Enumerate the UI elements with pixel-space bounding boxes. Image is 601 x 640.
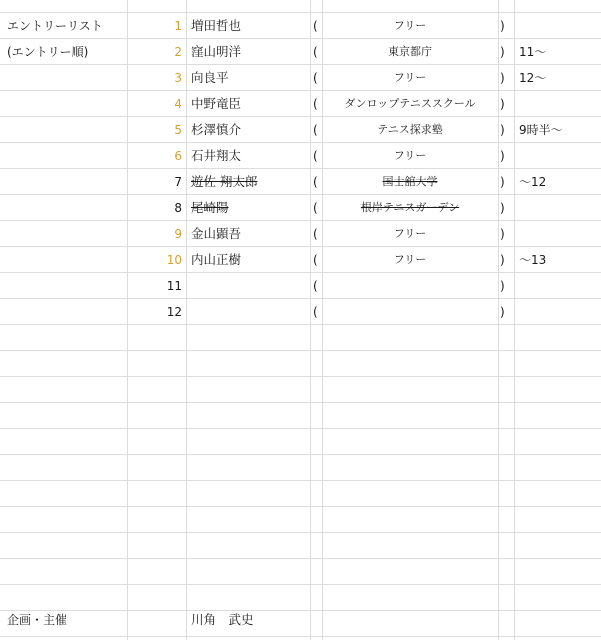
paren-open[interactable]: ( bbox=[313, 175, 318, 189]
paren-open[interactable]: ( bbox=[313, 305, 318, 319]
entry-time[interactable]: 〜12 bbox=[519, 175, 547, 189]
paren-close[interactable]: ) bbox=[500, 201, 505, 215]
grid-column-line bbox=[310, 0, 311, 640]
grid-row-line bbox=[0, 480, 601, 481]
grid-row-line bbox=[0, 558, 601, 559]
entry-number[interactable]: 4 bbox=[174, 97, 182, 111]
entry-time[interactable] bbox=[519, 143, 599, 169]
entry-name[interactable]: 中野竜臣 bbox=[191, 96, 242, 111]
entry-number[interactable]: 6 bbox=[174, 149, 182, 163]
entry-time[interactable]: 9時半〜 bbox=[519, 123, 563, 137]
entry-name[interactable]: 杉澤慎介 bbox=[191, 122, 242, 137]
organizer-label[interactable]: 企画・主催 bbox=[7, 613, 68, 627]
entry-time[interactable]: 12〜 bbox=[519, 71, 547, 85]
grid-column-line bbox=[514, 0, 515, 640]
entry-time[interactable] bbox=[519, 299, 599, 325]
grid-row-line bbox=[0, 532, 601, 533]
entry-club[interactable]: 東京都庁 bbox=[388, 45, 432, 58]
entry-name[interactable]: 石井翔太 bbox=[191, 148, 242, 163]
entry-number[interactable]: 12 bbox=[166, 305, 182, 319]
entry-name[interactable]: 向良平 bbox=[191, 70, 229, 85]
entry-number[interactable]: 2 bbox=[174, 45, 182, 59]
paren-close[interactable]: ) bbox=[500, 19, 505, 33]
paren-open[interactable]: ( bbox=[313, 253, 318, 267]
paren-close[interactable]: ) bbox=[500, 123, 505, 137]
entry-number[interactable]: 9 bbox=[174, 227, 182, 241]
paren-close[interactable]: ) bbox=[500, 149, 505, 163]
paren-open[interactable]: ( bbox=[313, 149, 318, 163]
paren-open[interactable]: ( bbox=[313, 45, 318, 59]
entry-name[interactable]: 金山顕吾 bbox=[191, 226, 242, 241]
entry-club[interactable] bbox=[323, 273, 497, 299]
entry-club[interactable]: 国士舘大学 bbox=[382, 175, 438, 188]
grid-row-line bbox=[0, 454, 601, 455]
entry-club[interactable]: フリー bbox=[393, 253, 427, 266]
grid-row-line bbox=[0, 376, 601, 377]
paren-open[interactable]: ( bbox=[313, 97, 318, 111]
paren-open[interactable]: ( bbox=[313, 71, 318, 85]
entry-time[interactable] bbox=[519, 221, 599, 247]
paren-close[interactable]: ) bbox=[500, 253, 505, 267]
entry-number[interactable]: 7 bbox=[174, 175, 182, 189]
entry-club[interactable]: フリー bbox=[393, 227, 427, 240]
entry-name[interactable]: 増田哲也 bbox=[191, 18, 242, 33]
entry-name[interactable]: 遊佐 翔太郎 bbox=[191, 174, 258, 189]
paren-open[interactable]: ( bbox=[313, 123, 318, 137]
entry-name[interactable] bbox=[191, 299, 309, 325]
grid-row-line bbox=[0, 350, 601, 351]
grid-row-line bbox=[0, 428, 601, 429]
entry-number[interactable]: 3 bbox=[174, 71, 182, 85]
entry-name[interactable]: 尾崎陽 bbox=[191, 200, 229, 215]
paren-close[interactable]: ) bbox=[500, 97, 505, 111]
paren-close[interactable]: ) bbox=[500, 45, 505, 59]
grid-column-line bbox=[186, 0, 187, 640]
paren-close[interactable]: ) bbox=[500, 279, 505, 293]
grid-row-line bbox=[0, 402, 601, 403]
paren-open[interactable]: ( bbox=[313, 201, 318, 215]
sheet-title[interactable]: エントリーリスト bbox=[7, 19, 103, 33]
paren-close[interactable]: ) bbox=[500, 175, 505, 189]
paren-close[interactable]: ) bbox=[500, 71, 505, 85]
paren-open[interactable]: ( bbox=[313, 227, 318, 241]
entry-time[interactable] bbox=[519, 91, 599, 117]
entry-club[interactable]: テニス探求塾 bbox=[377, 123, 443, 136]
organizer-name[interactable]: 川角 武史 bbox=[191, 612, 254, 627]
entry-club[interactable]: フリー bbox=[393, 71, 427, 84]
grid-column-line bbox=[498, 0, 499, 640]
grid-row-line bbox=[0, 506, 601, 507]
entry-time[interactable]: 〜13 bbox=[519, 253, 547, 267]
entry-name[interactable]: 窪山明洋 bbox=[191, 44, 242, 59]
entry-number[interactable]: 10 bbox=[166, 253, 182, 267]
entry-number[interactable]: 8 bbox=[174, 201, 182, 215]
entry-name[interactable]: 内山正樹 bbox=[191, 252, 242, 267]
entry-club[interactable]: 根岸テニスガーデン bbox=[360, 201, 460, 214]
entry-name[interactable] bbox=[191, 273, 309, 299]
entry-time[interactable] bbox=[519, 273, 599, 299]
entry-number[interactable]: 5 bbox=[174, 123, 182, 137]
paren-close[interactable]: ) bbox=[500, 227, 505, 241]
paren-open[interactable]: ( bbox=[313, 19, 318, 33]
entry-number[interactable]: 11 bbox=[166, 279, 182, 293]
grid-row-line bbox=[0, 636, 601, 637]
entry-time[interactable] bbox=[519, 195, 599, 221]
entry-number[interactable]: 1 bbox=[174, 19, 182, 33]
sheet-subtitle[interactable]: (エントリー順) bbox=[7, 45, 89, 59]
paren-open[interactable]: ( bbox=[313, 279, 318, 293]
entry-club[interactable] bbox=[323, 299, 497, 325]
entry-time[interactable]: 11〜 bbox=[519, 45, 547, 59]
entry-club[interactable]: ダンロップテニススクール bbox=[344, 97, 476, 110]
entry-time[interactable] bbox=[519, 13, 599, 39]
entry-club[interactable]: フリー bbox=[393, 149, 427, 162]
grid-row-line bbox=[0, 584, 601, 585]
paren-close[interactable]: ) bbox=[500, 305, 505, 319]
entry-club[interactable]: フリー bbox=[393, 19, 427, 32]
